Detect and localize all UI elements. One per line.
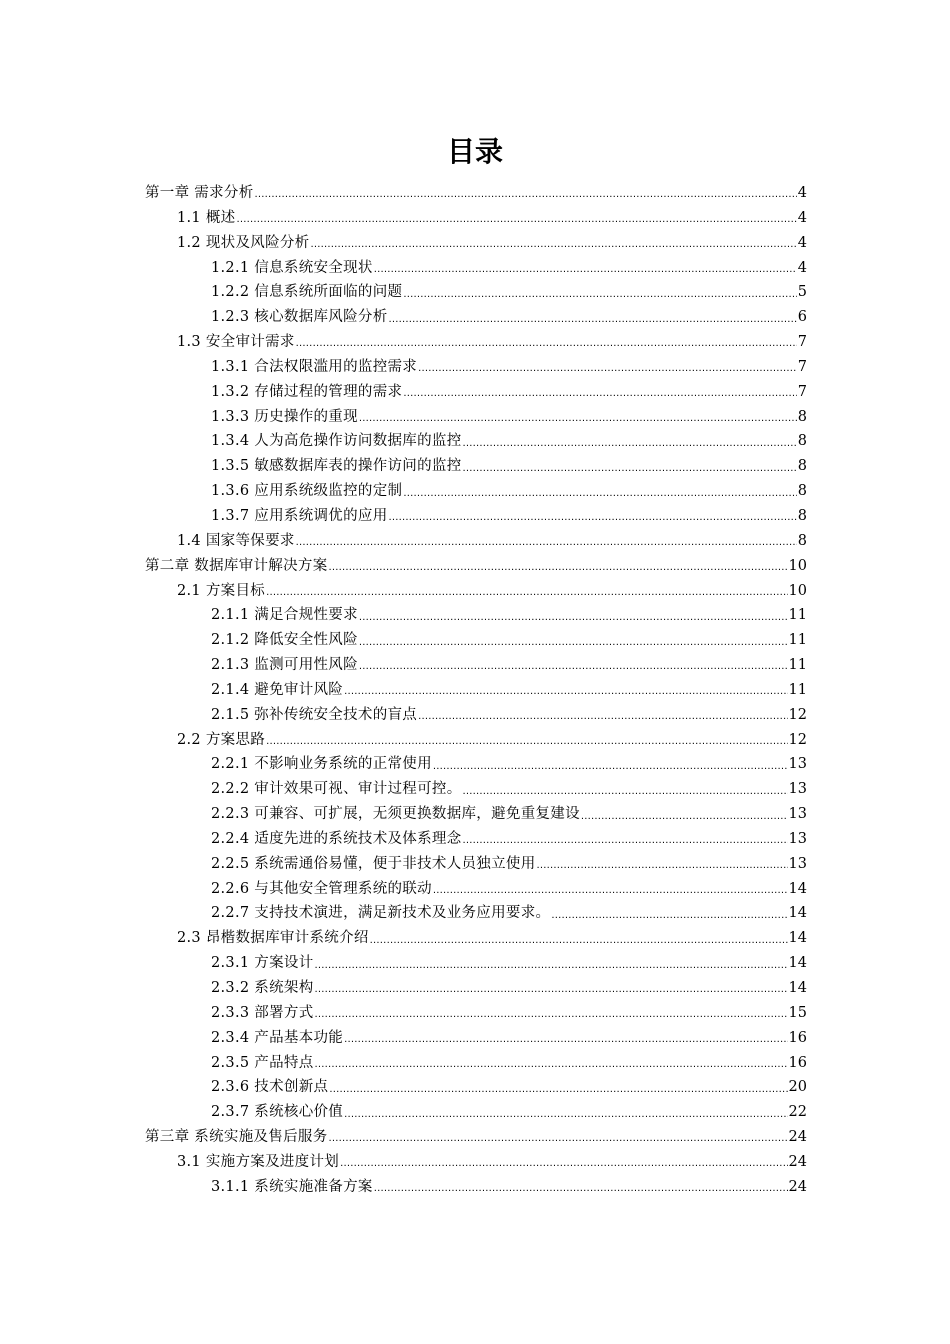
toc-entry-text: 1.3.5 敏感数据库表的操作访问的监控 xyxy=(211,458,462,475)
toc-entry-page: 8 xyxy=(797,433,807,450)
toc-entry-page: 14 xyxy=(788,955,807,972)
toc-entry-page: 22 xyxy=(788,1104,807,1121)
toc-dot-leader xyxy=(389,507,797,525)
toc-entry-text: 2.1 方案目标 xyxy=(177,582,266,599)
toc-entry-page: 8 xyxy=(797,408,807,425)
toc-entry[interactable] xyxy=(145,181,807,206)
toc-entry-page: 4 xyxy=(797,209,807,226)
toc-entry-page: 8 xyxy=(797,483,807,500)
toc-entry-page: 11 xyxy=(788,632,807,649)
toc-entry[interactable] xyxy=(145,703,807,728)
toc-entry-text: 2.3.6 技术创新点 xyxy=(211,1079,329,1096)
toc-entry-text: 2.1.5 弥补传统安全技术的盲点 xyxy=(211,706,418,723)
toc-dot-leader xyxy=(403,383,796,401)
toc-entry-text: 1.3.3 历史操作的重现 xyxy=(211,408,358,425)
toc-dot-leader xyxy=(418,706,787,724)
toc-entry-text: 1.3.7 应用系统调优的应用 xyxy=(211,507,388,524)
toc-entry-text: 第三章 系统实施及售后服务 xyxy=(145,1129,328,1146)
toc-entry-text: 3.1.1 系统实施准备方案 xyxy=(211,1178,373,1195)
toc-dot-leader xyxy=(344,1029,787,1047)
toc-entry-page: 14 xyxy=(788,930,807,947)
toc-entry-text: 1.2.2 信息系统所面临的问题 xyxy=(211,284,403,301)
toc-dot-leader xyxy=(403,284,796,302)
toc-entry[interactable] xyxy=(145,529,807,554)
toc-entry-page: 7 xyxy=(797,358,807,375)
toc-entry[interactable] xyxy=(145,603,807,628)
toc-dot-leader xyxy=(255,184,797,202)
toc-dot-leader xyxy=(329,557,788,575)
toc-entry[interactable] xyxy=(145,256,807,281)
toc-entry[interactable] xyxy=(145,728,807,753)
toc-dot-leader xyxy=(329,1079,787,1097)
toc-entry[interactable] xyxy=(145,827,807,852)
toc-entry-page: 7 xyxy=(797,334,807,351)
toc-dot-leader xyxy=(581,806,788,824)
toc-dot-leader xyxy=(403,483,796,501)
toc-title: 目录 xyxy=(446,135,503,168)
toc-entry[interactable] xyxy=(145,280,807,305)
toc-entry[interactable] xyxy=(145,579,807,604)
toc-entry-text: 1.3.2 存储过程的管理的需求 xyxy=(211,383,403,400)
toc-entry-text: 1.3.1 合法权限滥用的监控需求 xyxy=(211,358,418,375)
toc-entry-page: 10 xyxy=(788,582,807,599)
toc-entry-page: 16 xyxy=(788,1054,807,1071)
toc-entry-text: 2.2.5 系统需通俗易懂，便于非技术人员独立使用 xyxy=(211,855,536,872)
toc-entry[interactable] xyxy=(145,305,807,330)
toc-entry-page: 4 xyxy=(797,234,807,251)
toc-dot-leader xyxy=(315,979,788,997)
toc-entry-text: 1.3 安全审计需求 xyxy=(177,334,295,351)
toc-dot-leader xyxy=(359,408,797,426)
toc-dot-leader xyxy=(389,309,797,327)
toc-entry-page: 5 xyxy=(797,284,807,301)
toc-dot-leader xyxy=(418,358,797,376)
toc-entry-text: 2.3.4 产品基本功能 xyxy=(211,1029,344,1046)
toc-entry[interactable] xyxy=(145,206,807,231)
toc-entry-text: 2.3.3 部署方式 xyxy=(211,1004,314,1021)
toc-dot-leader xyxy=(370,930,788,948)
toc-entry-text: 3.1 实施方案及进度计划 xyxy=(177,1153,340,1170)
toc-entry-page: 13 xyxy=(788,756,807,773)
toc-dot-leader xyxy=(537,855,788,873)
toc-entry-text: 2.3.7 系统核心价值 xyxy=(211,1104,344,1121)
toc-entry-text: 2.3 昂楷数据库审计系统介绍 xyxy=(177,930,369,947)
toc-entry-text: 1.2 现状及风险分析 xyxy=(177,234,310,251)
toc-dot-leader xyxy=(315,1004,788,1022)
toc-entry-text: 2.1.1 满足合规性要求 xyxy=(211,607,358,624)
toc-entry-page: 11 xyxy=(788,681,807,698)
toc-dot-leader xyxy=(266,731,787,749)
toc-entry-page: 24 xyxy=(788,1153,807,1170)
toc-entry-page: 11 xyxy=(788,607,807,624)
toc-dot-leader xyxy=(359,607,788,625)
toc-dot-leader xyxy=(344,681,787,699)
toc-entry-text: 第二章 数据库审计解决方案 xyxy=(145,557,328,574)
toc-entry-text: 1.3.6 应用系统级监控的定制 xyxy=(211,483,403,500)
toc-entry[interactable] xyxy=(145,678,807,703)
toc-entry-text: 2.3.5 产品特点 xyxy=(211,1054,314,1071)
toc-dot-leader xyxy=(315,955,788,973)
toc-entry-text: 2.2 方案思路 xyxy=(177,731,266,748)
toc-entry-page: 24 xyxy=(788,1129,807,1146)
toc-entry-text: 2.3.2 系统架构 xyxy=(211,980,314,996)
toc-entry-page: 12 xyxy=(788,731,807,748)
toc-entry-page: 16 xyxy=(788,1029,807,1046)
toc-entry[interactable] xyxy=(145,405,807,430)
toc-entry-page: 13 xyxy=(788,830,807,847)
toc-entry-text: 1.2.3 核心数据库风险分析 xyxy=(211,309,388,326)
toc-entry[interactable] xyxy=(145,628,807,653)
toc-dot-leader xyxy=(463,458,797,476)
table-of-contents xyxy=(145,181,807,1200)
toc-entry[interactable] xyxy=(145,926,807,951)
toc-entry[interactable] xyxy=(145,976,807,1001)
toc-entry-text: 2.2.6 与其他安全管理系统的联动 xyxy=(211,880,432,897)
toc-dot-leader xyxy=(463,433,797,451)
toc-dot-leader xyxy=(344,1104,787,1122)
toc-entry-page: 8 xyxy=(797,458,807,475)
toc-dot-leader xyxy=(266,582,787,600)
toc-entry-page: 4 xyxy=(797,185,807,201)
toc-entry-page: 15 xyxy=(788,1004,807,1021)
toc-entry-page: 12 xyxy=(788,706,807,723)
toc-entry[interactable] xyxy=(145,330,807,355)
toc-dot-leader xyxy=(310,234,796,252)
toc-dot-leader xyxy=(329,1128,788,1146)
toc-dot-leader xyxy=(463,830,788,848)
toc-dot-leader xyxy=(359,632,788,650)
toc-entry-page: 24 xyxy=(788,1178,807,1195)
toc-dot-leader xyxy=(374,259,797,277)
toc-entry-text: 2.1.4 避免审计风险 xyxy=(211,681,344,698)
toc-entry[interactable] xyxy=(145,454,807,479)
toc-dot-leader xyxy=(359,656,788,674)
toc-dot-leader xyxy=(463,781,788,799)
toc-dot-leader xyxy=(340,1153,787,1171)
toc-entry-page: 8 xyxy=(797,507,807,524)
toc-entry[interactable] xyxy=(145,852,807,877)
toc-entry-page: 14 xyxy=(788,905,807,922)
toc-entry-page: 14 xyxy=(788,980,807,996)
toc-entry[interactable] xyxy=(145,951,807,976)
toc-entry-text: 1.2.1 信息系统安全现状 xyxy=(211,259,373,276)
toc-entry-page: 11 xyxy=(788,657,807,674)
toc-entry-page: 7 xyxy=(797,383,807,400)
toc-entry-page: 6 xyxy=(797,309,807,326)
toc-entry[interactable] xyxy=(145,1100,807,1125)
toc-entry-text: 第一章 需求分析 xyxy=(145,185,254,201)
toc-entry[interactable] xyxy=(145,1125,807,1150)
toc-entry-page: 20 xyxy=(788,1079,807,1096)
toc-entry[interactable] xyxy=(145,554,807,579)
toc-entry[interactable] xyxy=(145,1175,807,1200)
toc-entry-text: 1.1 概述 xyxy=(177,209,236,226)
toc-entry[interactable] xyxy=(145,355,807,380)
toc-entry-text: 2.3.1 方案设计 xyxy=(211,955,314,972)
toc-entry-page: 4 xyxy=(797,259,807,276)
toc-entry-page: 13 xyxy=(788,806,807,823)
toc-entry[interactable] xyxy=(145,1051,807,1076)
toc-entry[interactable] xyxy=(145,1001,807,1026)
toc-dot-leader xyxy=(296,532,797,550)
toc-entry-page: 14 xyxy=(788,880,807,897)
toc-entry[interactable] xyxy=(145,504,807,529)
toc-dot-leader xyxy=(433,756,788,774)
toc-entry-text: 2.2.2 审计效果可视、审计过程可控。 xyxy=(211,781,462,798)
toc-entry[interactable] xyxy=(145,777,807,802)
toc-entry[interactable] xyxy=(145,231,807,256)
toc-entry[interactable] xyxy=(145,802,807,827)
toc-entry[interactable] xyxy=(145,429,807,454)
toc-entry[interactable] xyxy=(145,1150,807,1175)
toc-entry-text: 1.3.4 人为高危操作访问数据库的监控 xyxy=(211,433,462,450)
toc-entry[interactable] xyxy=(145,653,807,678)
toc-dot-leader xyxy=(236,209,796,227)
toc-entry-text: 2.2.4 适度先进的系统技术及体系理念 xyxy=(211,830,462,847)
toc-entry-text: 2.2.7 支持技术演进，满足新技术及业务应用要求。 xyxy=(211,905,551,922)
toc-entry[interactable] xyxy=(145,901,807,926)
toc-entry[interactable] xyxy=(145,479,807,504)
toc-dot-leader xyxy=(433,880,788,898)
toc-entry-text: 2.1.3 监测可用性风险 xyxy=(211,657,358,674)
toc-entry-text: 2.1.2 降低安全性风险 xyxy=(211,632,358,649)
toc-entry-text: 2.2.3 可兼容、可扩展，无须更换数据库，避免重复建设 xyxy=(211,806,580,823)
toc-entry[interactable] xyxy=(145,752,807,777)
toc-entry-text: 2.2.1 不影响业务系统的正常使用 xyxy=(211,756,432,773)
toc-dot-leader xyxy=(296,333,797,351)
toc-dot-leader xyxy=(551,905,787,923)
toc-entry[interactable] xyxy=(145,380,807,405)
toc-entry[interactable] xyxy=(145,877,807,902)
toc-entry-text: 1.4 国家等保要求 xyxy=(177,532,295,549)
toc-entry-page: 13 xyxy=(788,855,807,872)
toc-dot-leader xyxy=(315,1054,788,1072)
toc-entry[interactable] xyxy=(145,1075,807,1100)
toc-entry-page: 10 xyxy=(788,557,807,574)
toc-entry[interactable] xyxy=(145,1026,807,1051)
toc-dot-leader xyxy=(374,1178,788,1196)
toc-entry-page: 8 xyxy=(797,532,807,549)
toc-entry-page: 13 xyxy=(788,781,807,798)
